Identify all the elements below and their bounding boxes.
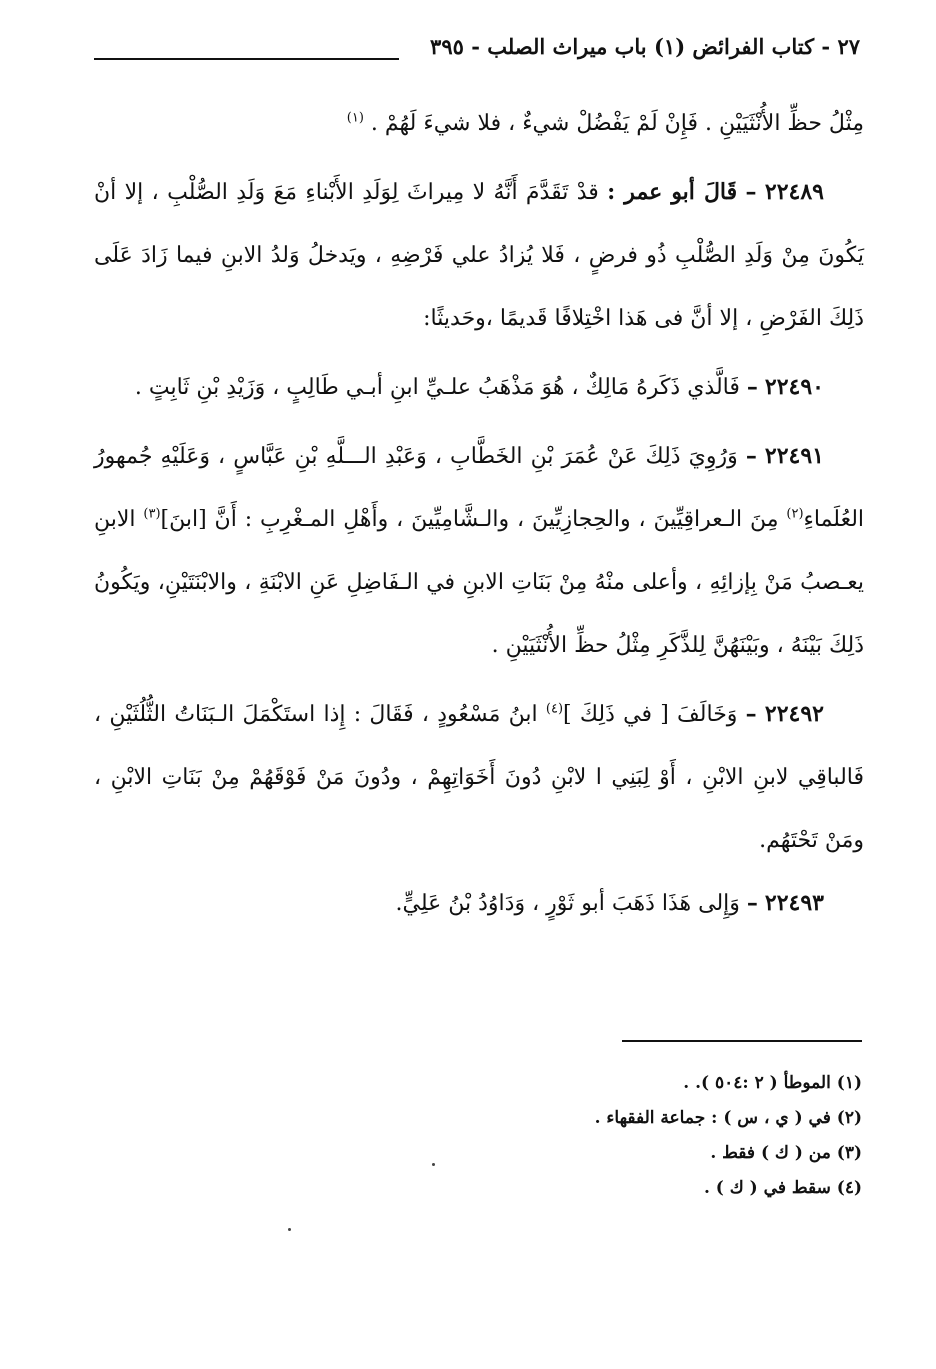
footnote-2: (٢) في ( ي ، س ) : جماعة الفقهاء .	[594, 1108, 862, 1128]
paragraph-text: وَإِلى هَذَا ذَهَبَ أبو ثَوْرٍ ، وَدَاوُدُ بْنُ عَلِيٍّ.	[395, 891, 740, 916]
paragraph-text: فَالَّذي ذَكَرهُ مَالِكٌ ، هُوَ مَذْهَبُ علـيِّ ابنِ أبـي طَالِبٍ ، وَزَيْدِ بْنِ ثَابِتٍ .	[134, 375, 740, 400]
footnote-4: (٤) سقط في ( ك ) .	[703, 1178, 862, 1198]
paragraph-text: الابنِ يعـصبُ مَنْ بِإزائِهِ ، وأعلى منْهُ مِنْ بَنَاتِ الابنِ في الـفَاضِلِ عَنِ الابْنَةِ ، والابْنَتَيْنِ، ويَكُونُ ذَلِكَ بَيْنَهُ ، وبَيْنَهُنَّ لِلذَّكَرِ مِثْلُ حظِّ الأُنْثَيَيْنِ .	[94, 507, 864, 658]
paragraph-22489	[94, 161, 864, 350]
paragraph-dash: –	[745, 443, 757, 469]
paragraph-number: ٢٢٤٩٢	[764, 701, 824, 727]
paragraph-dash: –	[746, 374, 758, 400]
footnote-ref-4: (٤)	[545, 701, 564, 717]
footnote-ref-3: (٣)	[143, 506, 161, 522]
paragraph-22491	[94, 425, 864, 677]
running-header	[94, 28, 860, 68]
footnote-3: (٣) من ( ك ) فقط .	[710, 1143, 862, 1163]
paragraph-number: ٢٢٤٩١	[764, 443, 824, 469]
paragraph-number: ٢٢٤٨٩	[764, 179, 824, 205]
footnote-ref-1: (١)	[346, 110, 364, 126]
footnote-1: (١) الموطأ ( ٢ :٥٠٤ ). .	[683, 1073, 862, 1093]
paragraph-text: قدْ تَقَدَّمَ أَنَّهُ لا مِيراثَ لِوَلَدِ الأَبْناءِ مَعَ وَلَدِ الصُّلْبِ ، إلا أنْ يَكُونَ مِنْ وَلَدِ الصُّلْبِ ذُو فرضٍ ، فَلا يُزادُ علي فَرْضِهِ ، ويَدخلُ وَلدُ الابنِ فيما زَادَ عَلَى ذَلِكَ الفَرْضِ ، إلا أنَّ فى هَذا اخْتِلافًا قَديمًا ،وحَديثًا:	[94, 180, 864, 331]
paragraph-continuation	[94, 92, 864, 155]
paragraph-text: مِثْلُ حظِّ الأُنْثَيَيْنِ . فَإِنْ لَمْ يَفْضُلْ شيءٌ ، فلا شيءَ لَهُمْ .	[370, 111, 864, 136]
paragraph-22492	[94, 683, 864, 872]
paragraph-text: ابنُ مَسْعُودٍ ، فَقَالَ : إِذا استَكْمَلَ الـبَنَاتُ الثُّلُثَيْنِ ، فَالباقِي لابنِ الابْنِ ، أَوْ لِبَنِي ا لابْنِ دُونَ أَخَوَاتِهِمْ ، ودُونَ مَنْ فَوْقَهُمْ مِنْ بَنَاتِ الابْنِ ، ومَنْ تَحْتَهُم.	[94, 702, 864, 853]
paragraph-dash: –	[745, 179, 757, 205]
paragraph-number: ٢٢٤٩٣	[764, 890, 824, 916]
scan-speck	[432, 1163, 435, 1166]
footnote-rule	[622, 1040, 862, 1042]
paragraph-dash: –	[745, 701, 757, 727]
main-text	[94, 92, 864, 935]
paragraph-22490	[94, 356, 864, 419]
header-rule	[94, 58, 399, 60]
paragraph-22493	[94, 872, 864, 935]
paragraph-number: ٢٢٤٩٠	[764, 374, 824, 400]
paragraph-dash: –	[746, 890, 758, 916]
footnote-ref-2: (٢)	[786, 506, 804, 522]
header-text: ٢٧ - كتاب الفرائض (١) باب ميراث الصلب - ٣٩٥	[430, 34, 860, 59]
paragraph-text: وَرُوِيَ ذَلِكَ عَنْ عُمَرَ بْنِ الخَطَّابِ ، وَعَبْدِ الـــلَّهِ بْنِ عَبَّاسٍ ، وَعَلَيْهِ جُمهورُ العُلَماءِ	[94, 444, 865, 532]
paragraph-text: مِنَ الـعراقِيِّينَ ، والحِجازِيِّينَ ، والـشَّامِيِّينَ ، وأَهْلِ المـغْرِبِ : أَنَّ [ابنَ]	[160, 507, 779, 532]
paragraph-text: وَخَالَفَ [ في ذَلِكَ ]	[563, 702, 738, 727]
scan-speck	[288, 1228, 291, 1231]
paragraph-lead: قَالَ أبو عمر :	[607, 179, 738, 205]
footnotes	[300, 1066, 862, 1206]
